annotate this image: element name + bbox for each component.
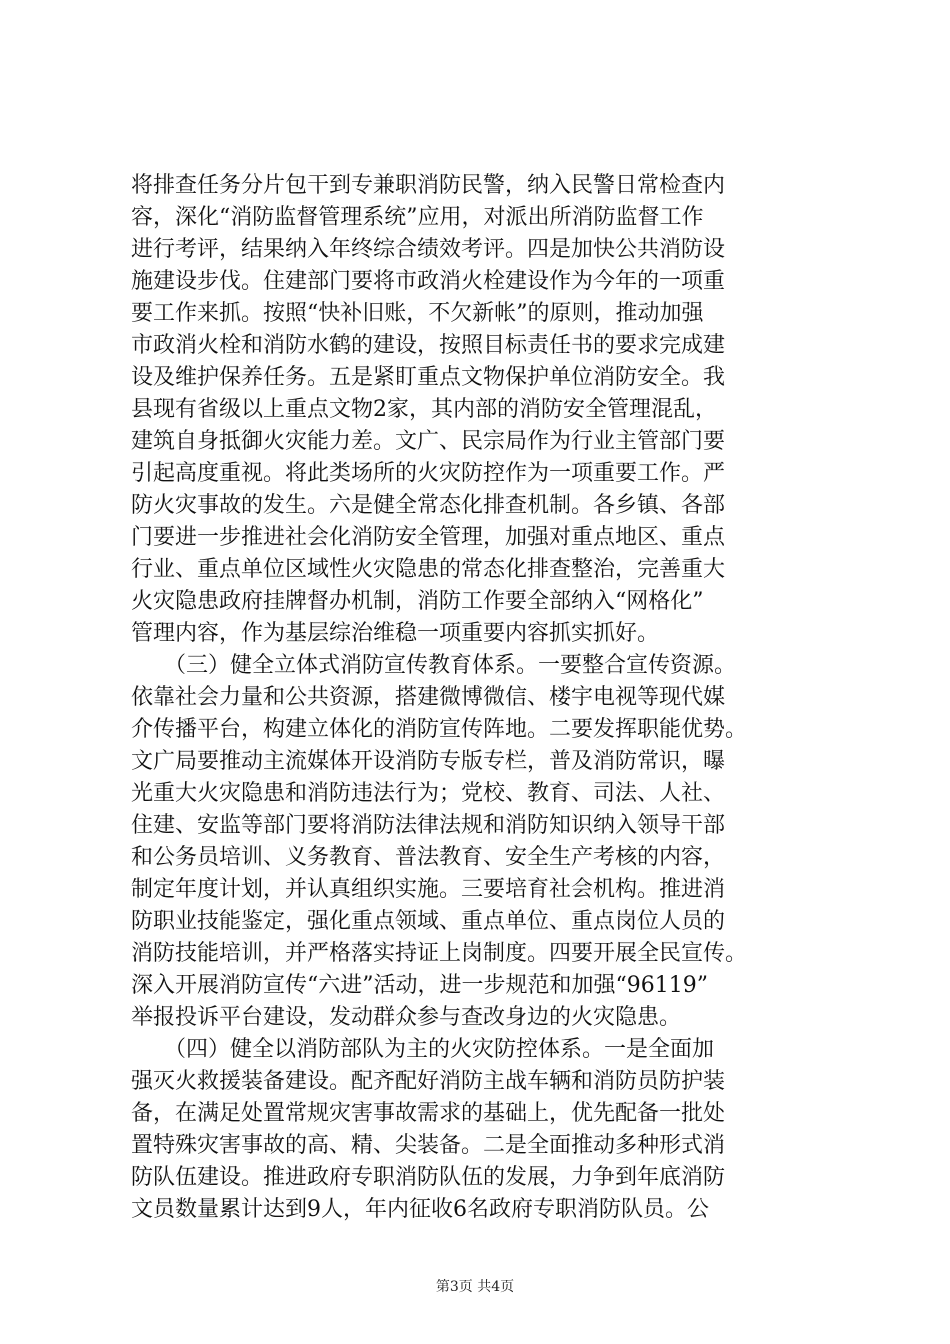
- text-line: 住建、安监等部门要将消防法律法规和消防知识纳入领导干部: [131, 813, 726, 838]
- text-line: 光重大火灾隐患和消防违法行为；党校、教育、司法、人社、: [131, 781, 726, 806]
- text-line: 制定年度计划，并认真组织实施。三要培育社会机构。推进消: [131, 877, 726, 902]
- text-line: 行业、重点单位区域性火灾隐患的常态化排查整治，完善重大: [131, 557, 726, 582]
- text-line: 防队伍建设。推进政府专职消防队伍的发展，力争到年底消防: [131, 1165, 726, 1190]
- text-line: 文员数量累计达到9人，年内征收6名政府专职消防队员。公: [131, 1197, 709, 1222]
- text-line: 门要进一步推进社会化消防安全管理，加强对重点地区、重点: [131, 525, 726, 550]
- text-line: 管理内容，作为基层综治维稳一项重要内容抓实抓好。: [131, 621, 660, 646]
- text-line: 进行考评，结果纳入年终综合绩效考评。四是加快公共消防设: [131, 237, 726, 262]
- text-line: 备，在满足处置常规灾害事故需求的基础上，优先配备一批处: [131, 1101, 726, 1126]
- text-line: 将排查任务分片包干到专兼职消防民警，纳入民警日常检查内: [131, 173, 726, 198]
- page-footer: 第3页 共4页: [435, 1279, 515, 1295]
- text-line: 火灾隐患政府挂牌督办机制，消防工作要全部纳入“网格化”: [131, 589, 704, 614]
- text-line: 举报投诉平台建设，发动群众参与查改身边的火灾隐患。: [131, 1005, 682, 1030]
- text-line: 强灭火救援装备建设。配齐配好消防主战车辆和消防员防护装: [131, 1069, 726, 1094]
- text-line: 市政消火栓和消防水鹤的建设，按照目标责任书的要求完成建: [131, 333, 726, 358]
- text-line: （三）健全立体式消防宣传教育体系。一要整合宣传资源。: [131, 653, 737, 678]
- text-line: 防职业技能鉴定，强化重点领域、重点单位、重点岗位人员的: [131, 909, 726, 934]
- text-line: 深入开展消防宣传“六进”活动，进一步规范和加强“96119”: [131, 973, 708, 998]
- text-line: 依靠社会力量和公共资源，搭建微博微信、楼宇电视等现代媒: [131, 685, 726, 710]
- text-line: 消防技能培训，并严格落实持证上岗制度。四要开展全民宣传。: [131, 941, 748, 966]
- text-line: 县现有省级以上重点文物2家，其内部的消防安全管理混乱，: [131, 397, 717, 422]
- text-line: 防火灾事故的发生。六是健全常态化排查机制。各乡镇、各部: [131, 493, 726, 518]
- text-line: 介传播平台，构建立体化的消防宣传阵地。二要发挥职能优势。: [131, 717, 748, 742]
- text-line: （四）健全以消防部队为主的火灾防控体系。一是全面加: [131, 1037, 715, 1062]
- text-line: 建筑自身抵御火灾能力差。文广、民宗局作为行业主管部门要: [131, 429, 726, 454]
- body-text: [131, 170, 831, 1226]
- text-line: 引起高度重视。将此类场所的火灾防控作为一项重要工作。严: [131, 461, 726, 486]
- text-line: 和公务员培训、义务教育、普法教育、安全生产考核的内容，: [131, 845, 726, 870]
- text-line: 要工作来抓。按照“快补旧账，不欠新帐”的原则，推动加强: [131, 301, 704, 326]
- text-line: 容，深化“消防监督管理系统”应用，对派出所消防监督工作: [131, 205, 704, 230]
- text-line: 文广局要推动主流媒体开设消防专版专栏，普及消防常识，曝: [131, 749, 726, 774]
- text-line: 施建设步伐。住建部门要将市政消火栓建设作为今年的一项重: [131, 269, 726, 294]
- text-line: 设及维护保养任务。五是紧盯重点文物保护单位消防安全。我: [131, 365, 726, 390]
- text-line: 置特殊灾害事故的高、精、尖装备。二是全面推动多种形式消: [131, 1133, 726, 1158]
